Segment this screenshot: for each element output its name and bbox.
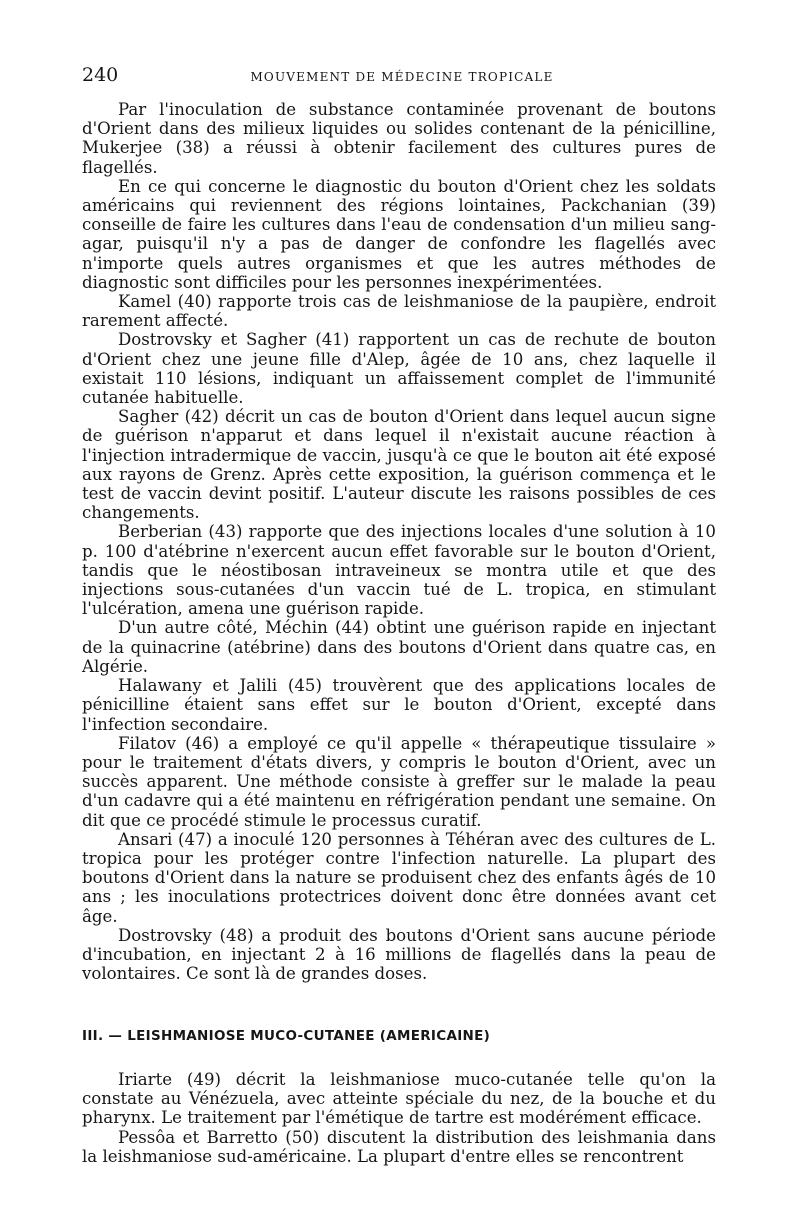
page-number: 240	[82, 64, 119, 86]
section-text	[82, 1070, 716, 1166]
paragraph: Halawany et Jalili (45) trouvèrent que des applications locales de pénicilline étaient sans effet sur le bouton d'Orient, excepté dans l'infection secondaire.	[82, 676, 716, 734]
running-title: MOUVEMENT DE MÉDECINE TROPICALE	[250, 70, 554, 84]
paragraph: D'un autre côté, Méchin (44) obtint une guérison rapide en injectant de la quinacrine (atébrine) dans des boutons d'Orient dans quatre cas, en Algérie.	[82, 618, 716, 676]
paragraph: Dostrovsky (48) a produit des boutons d'Orient sans aucune période d'incubation, en injectant 2 à 16 millions de flagellés dans la peau de volontaires. Ce sont là de grandes doses.	[82, 925, 716, 984]
paragraph: Par l'inoculation de substance contaminée provenant de boutons d'Orient dans des milieux liquides ou solides contenant de la pénicilline, Mukerjee (38) a réussi à obtenir facilement des cultures pures de flagellés.	[82, 100, 716, 177]
paragraph: En ce qui concerne le diagnostic du bouton d'Orient chez les soldats américains qui reviennent des régions lointaines, Packchanian (39) conseille de faire les cultures dans l'eau de condensation d'un milieu sang-agar, puisqu'il n'y a pas de danger de confondre les flagellés avec n'importe quels autres organismes et que les autres méthodes de diagnostic sont difficiles pour les personnes inexpérimentées.	[82, 176, 716, 292]
page-header	[82, 64, 722, 90]
section-heading: III. — LEISHMANIOSE MUCO-CUTANEE (AMERICAINE)	[82, 1028, 491, 1044]
body-text	[82, 100, 716, 983]
paragraph: Filatov (46) a employé ce qu'il appelle « thérapeutique tissulaire » pour le traitement d'états divers, y compris le bouton d'Orient, avec un succès apparent. Une méthode consiste à greffer sur le malade la peau d'un cadavre qui a été maintenu en réfrigération pendant une semaine. On dit que ce procédé stimule le processus curatif.	[82, 733, 716, 830]
paragraph: Sagher (42) décrit un cas de bouton d'Orient dans lequel aucun signe de guérison n'apparut et dans lequel il n'existait aucune réaction à l'injection intradermique de vaccin, jusqu'à ce que le bouton ait été exposé aux rayons de Grenz. Après cette exposition, la guérison commença et le test de vaccin devint positif. L'auteur discute les raisons possibles de ces changements.	[82, 407, 716, 523]
paragraph: Pessôa et Barretto (50) discutent la distribution des leishmania dans la leishmaniose sud-américaine. La plupart d'entre elles se rencontrent	[82, 1127, 716, 1166]
paragraph: Dostrovsky et Sagher (41) rapportent un cas de rechute de bouton d'Orient chez une jeune fille d'Alep, âgée de 10 ans, chez laquelle il existait 110 lésions, indiquant un affaissement complet de l'immunité cutanée habituelle.	[82, 330, 716, 408]
paragraph: Berberian (43) rapporte que des injections locales d'une solution à 10 p. 100 d'atébrine n'exercent aucun effet favorable sur le bouton d'Orient, tandis que le néostibosan intraveineux se montra utile et que des injections sous-cutanées d'un vaccin tué de L. tropica, en stimulant l'ulcération, amena une guérison rapide.	[82, 522, 716, 619]
paragraph: Ansari (47) a inoculé 120 personnes à Téhéran avec des cultures de L. tropica pour les protéger contre l'infection naturelle. La plupart des boutons d'Orient dans la nature se produisent chez des enfants âgés de 10 ans ; les inoculations protectrices doivent donc être données avant cet âge.	[82, 829, 716, 926]
paragraph: Iriarte (49) décrit la leishmaniose muco-cutanée telle qu'on la constate au Vénézuela, avec atteinte spéciale du nez, de la bouche et du pharynx. Le traitement par l'émétique de tartre est modérément efficace.	[82, 1070, 716, 1128]
paragraph: Kamel (40) rapporte trois cas de leishmaniose de la paupière, endroit rarement affecté.	[82, 292, 716, 331]
